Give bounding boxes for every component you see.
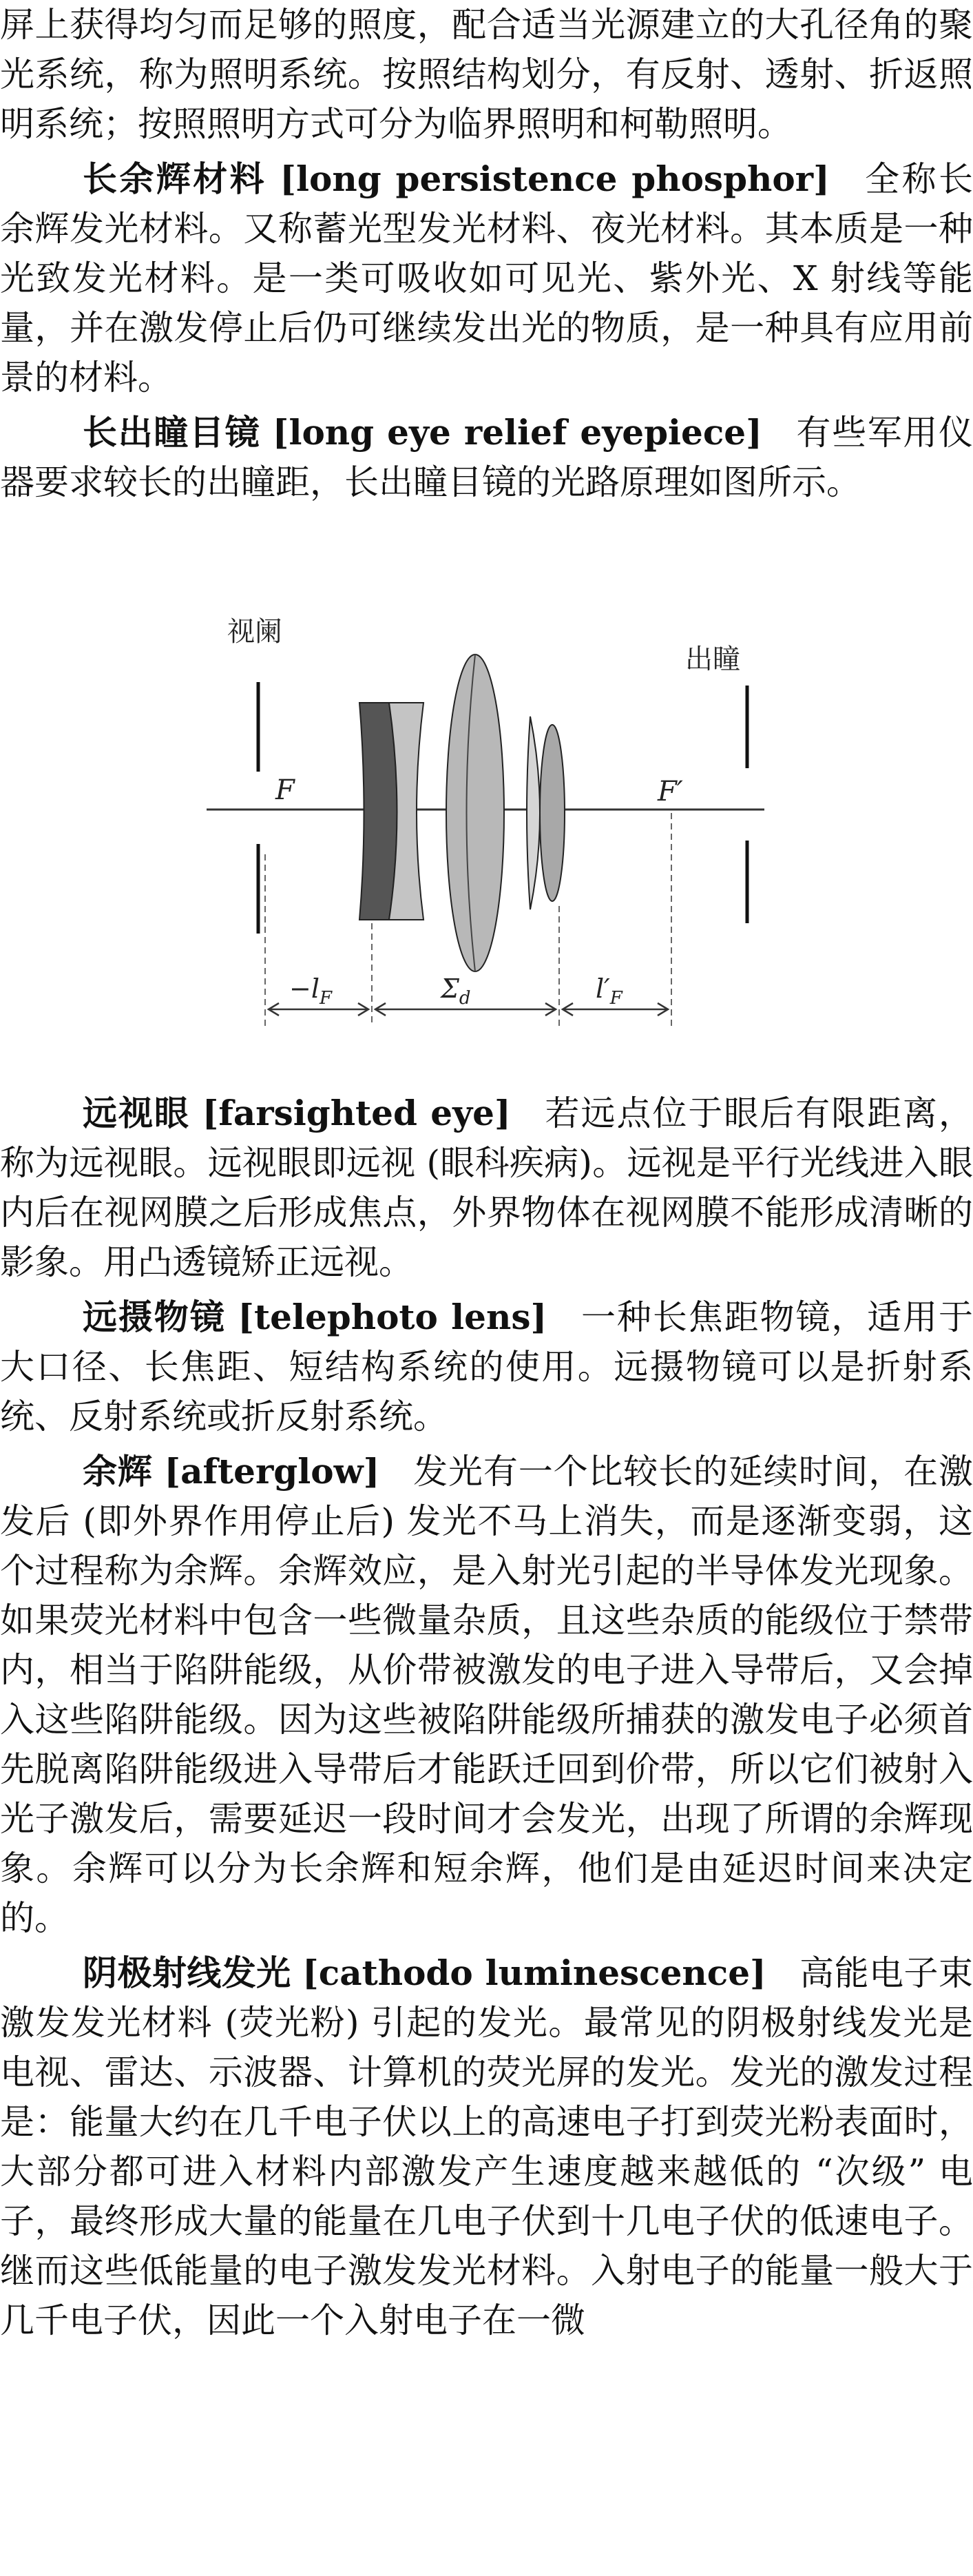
label-focal-F: F xyxy=(275,774,295,806)
lens-4-small xyxy=(540,725,565,901)
entry-term-cn: 长出瞳目镜 xyxy=(83,413,261,453)
entry-long-persistence-phosphor xyxy=(0,154,973,402)
entry-farsighted-eye xyxy=(0,1089,973,1287)
entry-term-cn: 长余辉材料 xyxy=(83,159,267,199)
eyepiece-optical-diagram xyxy=(0,599,973,1061)
entry-term-en: [long persistence phosphor] xyxy=(280,158,830,199)
label-minus-lF: $-l_F$ xyxy=(289,973,333,1009)
entry-term-en: [farsighted eye] xyxy=(202,1093,511,1133)
entry-afterglow xyxy=(0,1447,973,1943)
lens-1-dark-element xyxy=(359,703,397,920)
label-focal-F-prime: F′ xyxy=(658,776,683,807)
lens-3-meniscus xyxy=(527,717,540,909)
entry-body: 有些军用仪器要求较长的出瞳距，长出瞳目镜的光路原理如图所示。 xyxy=(0,413,973,502)
entry-term-cn: 阴极射线发光 xyxy=(83,1953,291,1993)
continued-paragraph: 屏上获得均匀而足够的照度，配合适当光源建立的大孔径角的聚光系统，称为照明系统。按照结构划分，有反射、透射、折返照明系统；按照照明方式可分为临界照明和柯勒照明。 xyxy=(0,5,973,144)
lens-2-biconvex xyxy=(446,655,504,971)
label-lF-prime: $l'_F$ xyxy=(596,973,622,1009)
entry-telephoto-lens xyxy=(0,1292,973,1441)
entry-term-en: [telephoto lens] xyxy=(238,1297,547,1337)
entry-term-en: [long eye relief eyepiece] xyxy=(272,412,762,453)
entry-term-en: [afterglow] xyxy=(164,1451,380,1492)
entry-long-eye-relief-eyepiece xyxy=(0,408,973,507)
entry-term-cn: 余辉 xyxy=(83,1452,153,1492)
entry-term-cn: 远摄物镜 xyxy=(83,1297,226,1337)
entry-body: 高能电子束激发发光材料 (荧光粉) 引起的发光。最常见的阴极射线发光是电视、雷达、示波器、计算机的荧光屏的发光。发光的激发过程是：能量大约在几千电子伏以上的高速电子打到荧光粉表面时，大部分都可进入材料内部激发产生速度越来越低的 “次级” 电子，最终形成大量的能量在几电子伏到十几电子伏的低速电子。继而这些低能量的电子激发发光材料。入射电子的能量一般大于几千电子伏，因此一个入射电子在一微 xyxy=(0,1953,973,2340)
label-sigma-d: $\Sigma_d$ xyxy=(441,973,471,1009)
label-field-stop: 视阑 xyxy=(227,616,282,648)
entry-term-cn: 远视眼 xyxy=(83,1093,190,1133)
entry-cathodo-luminescence xyxy=(0,1948,973,2345)
text-section-top xyxy=(0,0,973,507)
entry-body: 全称长余辉发光材料。又称蓄光型发光材料、夜光材料。其本质是一种光致发光材料。是一类可吸收如可见光、紫外光、X 射线等能量，并在激发停止后仍可继续发出光的物质，是一种具有应用前景的材料。 xyxy=(0,159,973,398)
entry-body: 一种长焦距物镜，适用于大口径、长焦距、短结构系统的使用。远摄物镜可以是折射系统、反射系统或折反射系统。 xyxy=(0,1297,973,1436)
text-section-bottom xyxy=(0,1089,973,2345)
entry-body: 发光有一个比较长的延续时间，在激发后 (即外界作用停止后) 发光不马上消失，而是逐渐变弱，这个过程称为余辉。余辉效应，是入射光引起的半导体发光现象。如果荧光材料中包含一些微量杂质，且这些杂质的能级位于禁带内，相当于陷阱能级，从价带被激发的电子进入导带后，又会掉入这些陷阱能级。因为这些被陷阱能级所捕获的激发电子必须首先脱离陷阱能级进入导带后才能跃迁回到价带，所以它们被射入光子激发后，需要延迟一段时间才会发光，出现了所谓的余辉现象。余辉可以分为长余辉和短余辉，他们是由延迟时间来决定的。 xyxy=(0,1452,973,1938)
entry-term-en: [cathodo luminescence] xyxy=(302,1952,766,1993)
label-exit-pupil: 出瞳 xyxy=(685,643,740,675)
entry-body: 若远点位于眼后有限距离，称为远视眼。远视眼即远视 (眼科疾病)。远视是平行光线进入眼内后在视网膜之后形成焦点，外界物体在视网膜不能形成清晰的影象。用凸透镜矫正远视。 xyxy=(0,1093,973,1282)
